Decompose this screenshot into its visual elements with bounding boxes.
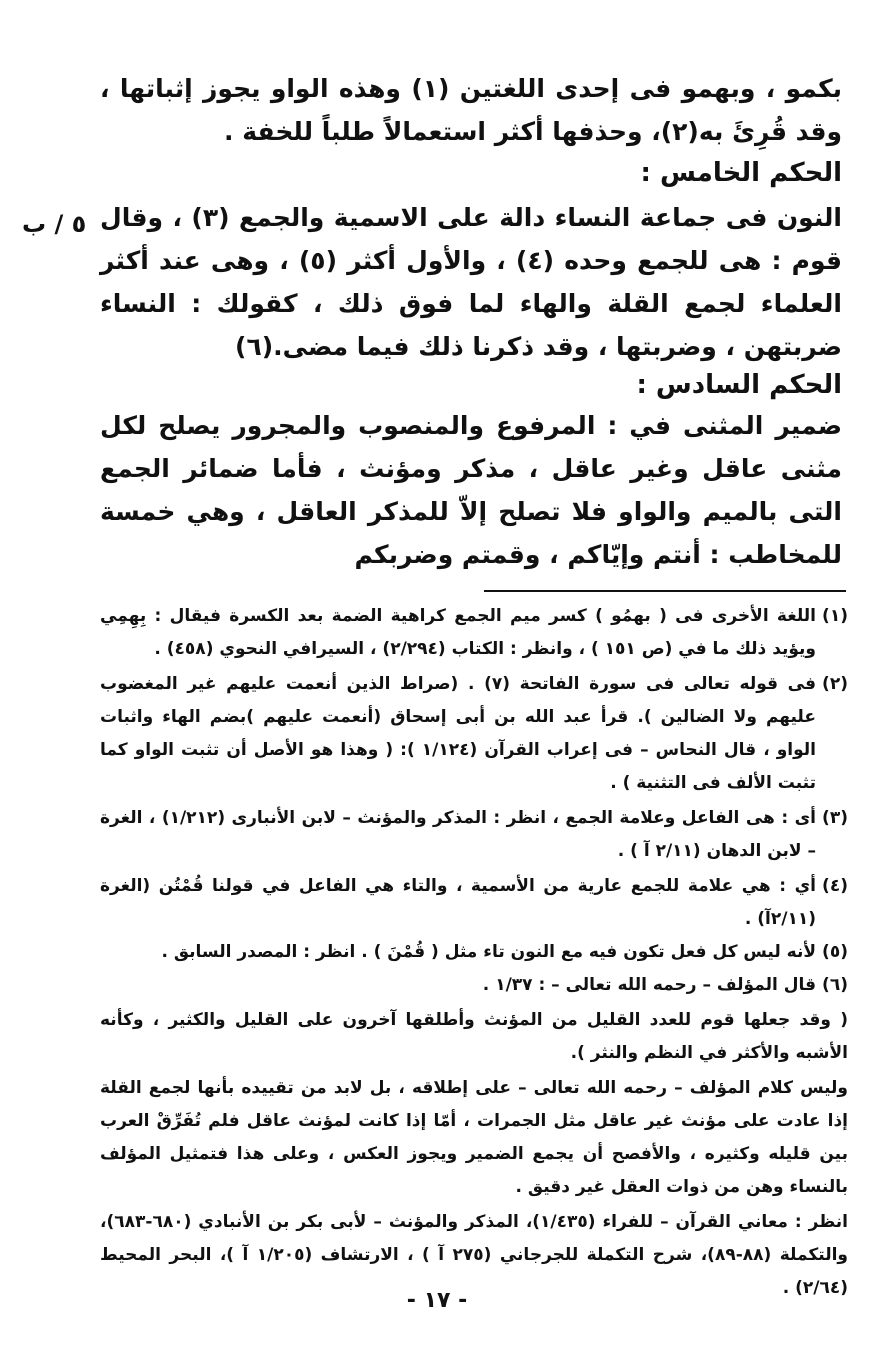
- footnote-6-references: انظر : معاني القرآن – للفراء (١/٤٣٥)، المذكر والمؤنث – لأبى بكر بن الأنبادي (٦٨٠-٦٨٣)، والتكملة (٨٨-٨٩)، شرح التكملة للجرجاني (٢٧٥ آ ) ، الارتشاف (١/٢٠٥ آ )، البحر المحيط (٢/٦٤) .: [100, 1212, 848, 1298]
- footnote-1: [100, 600, 848, 666]
- footnote-text: اللغة الأخرى فى ( بهمُو ) كسر ميم الجمع كراهية الضمة بعد الكسرة فيقال : بِهِمِي ويؤيد ذلك ما في (ص ١٥١ ) ، وانظر : الكتاب (٢/٢٩٤) ، السيرافي النحوي (٤٥٨) .: [100, 606, 816, 659]
- footnote-number: (١): [822, 606, 848, 626]
- footnotes: [100, 600, 848, 1305]
- footnote-number: (٤): [822, 876, 848, 896]
- footnote-6-quote: ( وقد جعلها قوم للعدد القليل من المؤنث وأطلقها آخرون على القليل والكثير ، وكأنه الأشبه والأكثر في النظم والنثر ).: [100, 1010, 848, 1063]
- paragraph-3: ضمير المثنى في : المرفوع والمنصوب والمجرور يصلح لكل مثنى عاقل وغير عاقل ، مذكر ومؤنث ، فأما ضمائر الجمع التى بالميم والواو فلا تصلح إلاّ للمذكر العاقل ، وهي خمسة للمخاطب : أنتم وإيّاكم ، وقمتم وضربكم: [100, 411, 842, 569]
- footnote-5: [100, 936, 848, 969]
- footnote-text: لأنه ليس كل فعل تكون فيه مع النون تاء مثل ( قُمْنَ ) . انظر : المصدر السابق .: [161, 942, 816, 962]
- paragraph-2: النون فى جماعة النساء دالة على الاسمية والجمع (٣) ، وقال قوم : هى للجمع وحده (٤) ، والأول أكثر (٥) ، وهى عند أكثر العلماء لجمع القلة والهاء لما فوق ذلك ، كقولك : النساء ضربتهن ، وضربتها ، وقد ذكرنا ذلك فيما مضى.(٦): [100, 203, 843, 361]
- page-number: - ١٧ -: [406, 1288, 468, 1313]
- paragraph-1: بكمو ، وبهمو فى إحدى اللغتين (١) وهذه الواو يجوز إثباتها ، وقد قُرِئَ به(٢)، وحذفها أكثر استعمالاً طلباً للخفة .: [100, 74, 842, 146]
- footnote-3: [100, 802, 848, 868]
- footnote-4: [100, 870, 848, 936]
- footnote-number: (٦): [822, 975, 848, 995]
- footnote-2: [100, 668, 848, 800]
- footnote-number: (٢): [822, 674, 848, 694]
- footnote-text: قال المؤلف – رحمه الله تعالى – : ١/٣٧ .: [482, 975, 816, 995]
- footnote-text: أي : هي علامة للجمع عارية من الأسمية ، والتاء هي الفاعل في قولنا قُمْتُن (الغرة (٢/١١آ) .: [100, 876, 816, 929]
- footnote-number: (٣): [822, 808, 848, 828]
- heading-sixth-rule: الحكم السادس :: [636, 370, 842, 400]
- footnote-text: أى : هى الفاعل وعلامة الجمع ، انظر : المذكر والمؤنث – لابن الأنبارى (١/٢١٢) ، الغرة – لابن الدهان (٢/١١ آ ) .: [100, 808, 816, 861]
- footnote-separator: [484, 590, 846, 592]
- footnote-text: فى قوله تعالى فى سورة الفاتحة (٧) . (صراط الذين أنعمت عليهم غير المغضوب عليهم ولا الضالين ). قرأ عبد الله بن أبى إسحاق (أنعمت عليهم )بضم الهاء واثبات الواو ، قال النحاس – فى إعراب القرآن (١/١٢٤ ): ( وهذا هو الأصل أن تثبت الواو كما تثبت الألف فى التثنية ) .: [100, 674, 816, 793]
- margin-folio-note: ٥ / ب: [22, 210, 87, 238]
- footnote-6: [100, 969, 848, 1002]
- footnote-number: (٥): [822, 942, 848, 962]
- heading-fifth-rule: الحكم الخامس :: [640, 158, 842, 188]
- footnote-6-commentary: وليس كلام المؤلف – رحمه الله تعالى – على إطلاقه ، بل لابد من تقييده بأنها لجمع القلة إذا عادت على مؤنث غير عاقل مثل الجمرات ، أمّا إذا كانت لمؤنث عاقل فلم تُفَرِّقْ العرب بين قليله وكثيره ، والأفصح أن يجمع الضمير ويجوز العكس ، وعلى هذا فتمثيل المؤلف بالنساء وهن من ذوات العقل غير دقيق .: [100, 1078, 848, 1197]
